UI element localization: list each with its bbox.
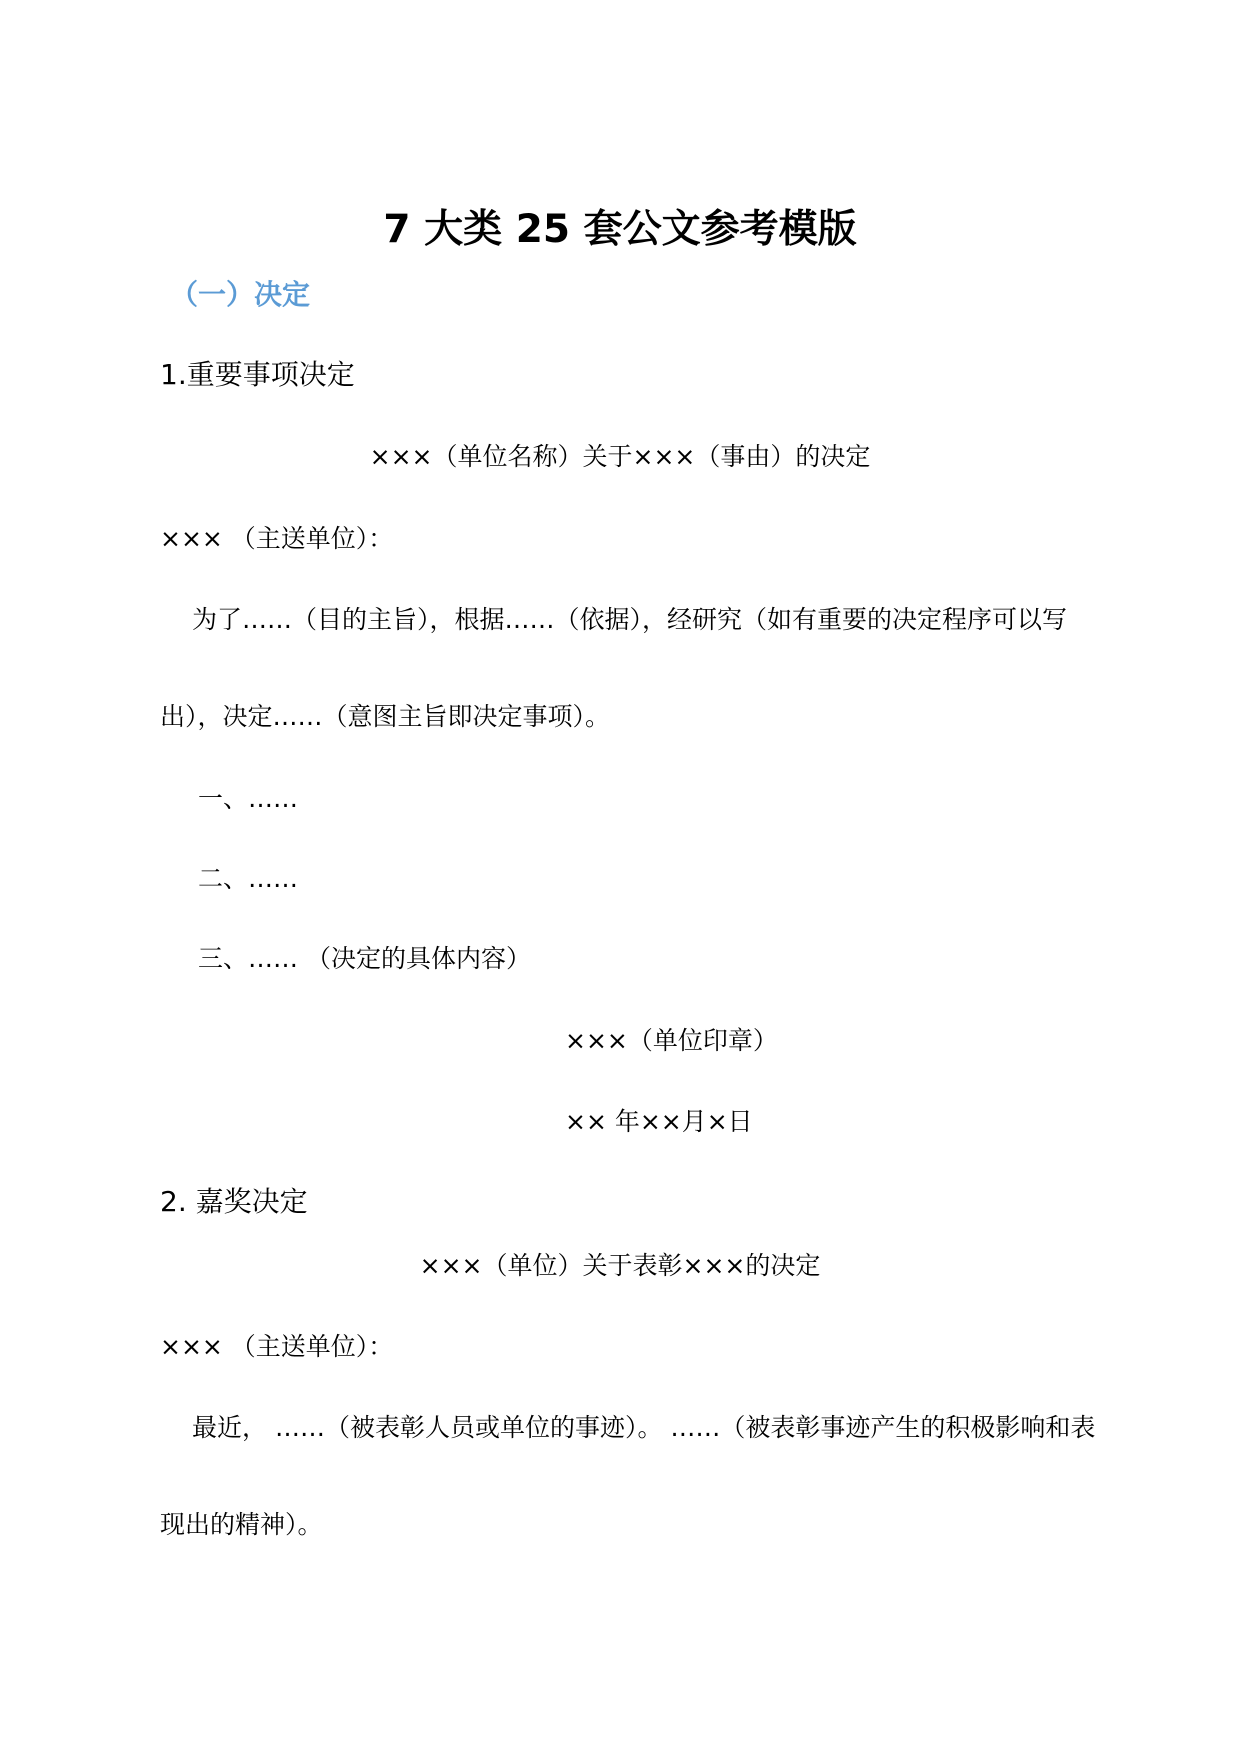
template1-signature: ×××（单位印章）: [565, 1026, 778, 1055]
template1-item2: 二、……: [198, 864, 299, 893]
template1-heading: 1.重要事项决定: [160, 358, 355, 391]
section-heading-decision: （一）决定: [170, 278, 311, 311]
template1-doc-title: ×××（单位名称）关于×××（事由）的决定: [369, 442, 871, 471]
template2-body-line2: 现出的精神）。: [160, 1510, 323, 1539]
template2-body-line1: 最近， ……（被表彰人员或单位的事迹）。 ……（被表彰事迹产生的积极影响和表: [192, 1413, 1096, 1442]
template1-date: ×× 年××月×日: [565, 1107, 753, 1136]
template2-heading: 2. 嘉奖决定: [160, 1185, 308, 1218]
template1-body-line1: 为了……（目的主旨），根据……（依据），经研究（如有重要的决定程序可以写: [192, 605, 1068, 634]
template2-recipient: ××× （主送单位）：: [160, 1332, 394, 1361]
template1-item3: 三、…… （决定的具体内容）: [198, 944, 531, 973]
template2-doc-title: ×××（单位）关于表彰×××的决定: [419, 1251, 821, 1280]
template1-item1: 一、……: [198, 784, 299, 813]
template1-body-line2: 出），决定……（意图主旨即决定事项）。: [160, 702, 611, 731]
template1-recipient: ××× （主送单位）：: [160, 524, 394, 553]
document-title: 7 大类 25 套公文参考模版: [383, 207, 857, 252]
